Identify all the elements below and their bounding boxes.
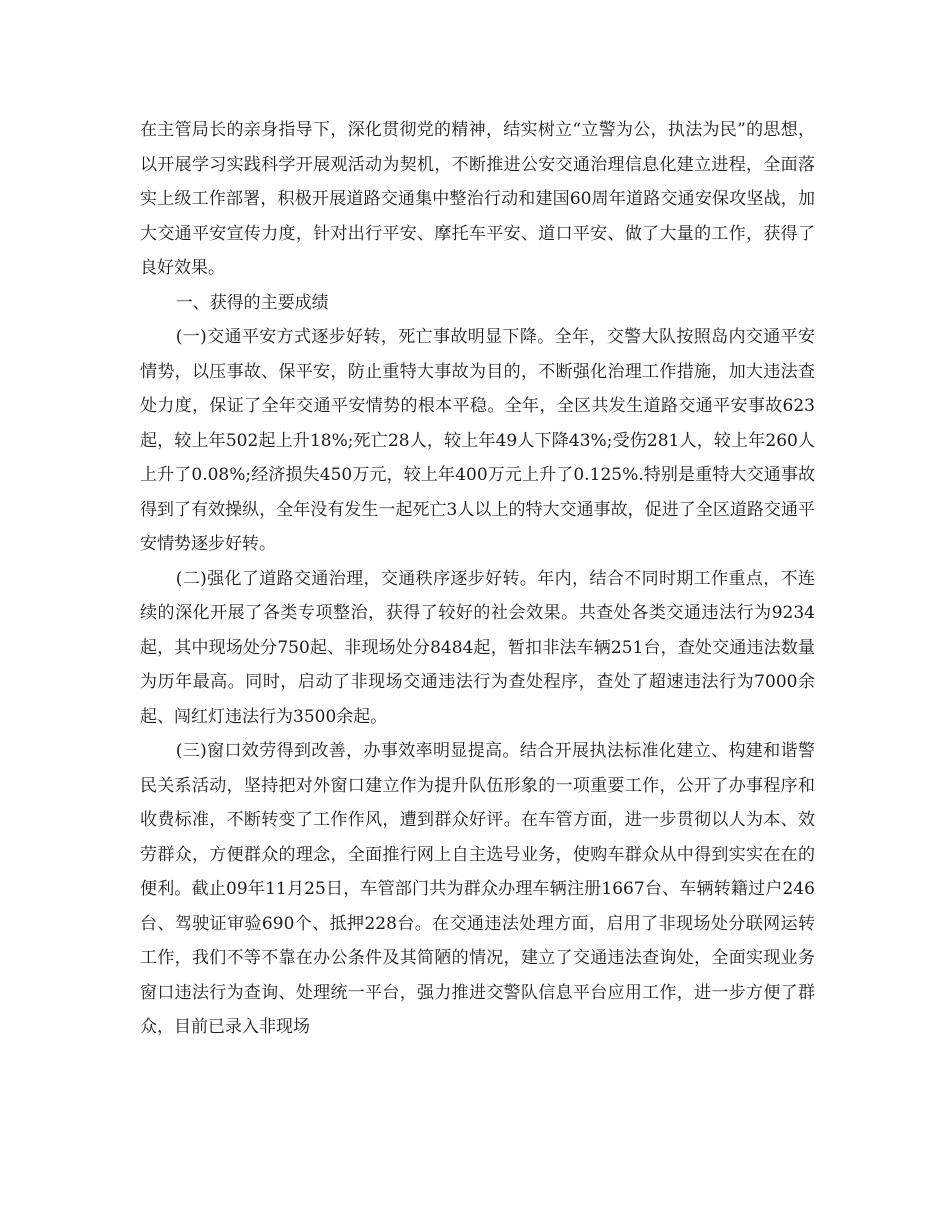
paragraph-achievement-1: (一)交通平安方式逐步好转，死亡事故明显下降。全年，交警大队按照岛内交通平安情势，以压事故、保平安，防止重特大事故为目的，不断强化治理工作措施，加大违法查处力度，保证了全年交通平安情势的根本平稳。全年，全区共发生道路交通平安事故623起，较上年502起上升18%;死亡28人，较上年49人下降43%;受伤281人，较上年260人上升了0.08%;经济损失450万元，较上年400万元上升了0.125%.特别是重特大交通事故得到了有效操纵，全年没有发生一起死亡3人以上的特大交通事故，促进了全区道路交通平安情势逐步好转。	[140, 327, 815, 554]
paragraph-achievement-3: (三)窗口效劳得到改善，办事效率明显提高。结合开展执法标准化建立、构建和谐警民关系活动，坚持把对外窗口建立作为提升队伍形象的一项重要工作，公开了办事程序和收费标准，不断转变了工作作风，遭到群众好评。在车管方面，进一步贯彻以人为本、效劳群众，方便群众的理念，全面推行网上自主选号业务，使购车群众从中得到实实在在的便利。截止09年11月25日，车管部门共为群众办理车辆注册1667台、车辆转籍过户246台、驾驶证审验690个、抵押228台。在交通违法处理方面，启用了非现场处分联网运转工作，我们不等不靠在办公条件及其简陋的情况，建立了交通违法查询处，全面实现业务窗口违法行为查询、处理统一平台，强力推进交警队信息平台应用工作，进一步方便了群众，目前已录入非现场	[140, 741, 815, 1037]
intro-paragraph: 在主管局长的亲身指导下，深化贯彻党的精神，结实树立“立警为公，执法为民”的思想，以开展学习实践科学开展观活动为契机，不断推进公安交通治理信息化建立进程，全面落实上级工作部署，积极开展道路交通集中整治行动和建国60周年道路交通安保攻坚战，加大交通平安宣传力度，针对出行平安、摩托车平安、道口平安、做了大量的工作，获得了良好效果。	[140, 120, 815, 278]
paragraph-achievement-2: (二)强化了道路交通治理，交通秩序逐步好转。年内，结合不同时期工作重点，不连续的深化开展了各类专项整治，获得了较好的社会效果。共查处各类交通违法行为9234起，其中现场处分750起、非现场处分8484起，暂扣非法车辆251台，查处交通违法数量为历年最高。同时，启动了非现场交通违法行为查处程序，查处了超速违法行为7000余起、闯红灯违法行为3500余起。	[140, 568, 815, 727]
document-body	[140, 113, 815, 1045]
section-heading: 一、获得的主要成绩	[175, 292, 329, 313]
